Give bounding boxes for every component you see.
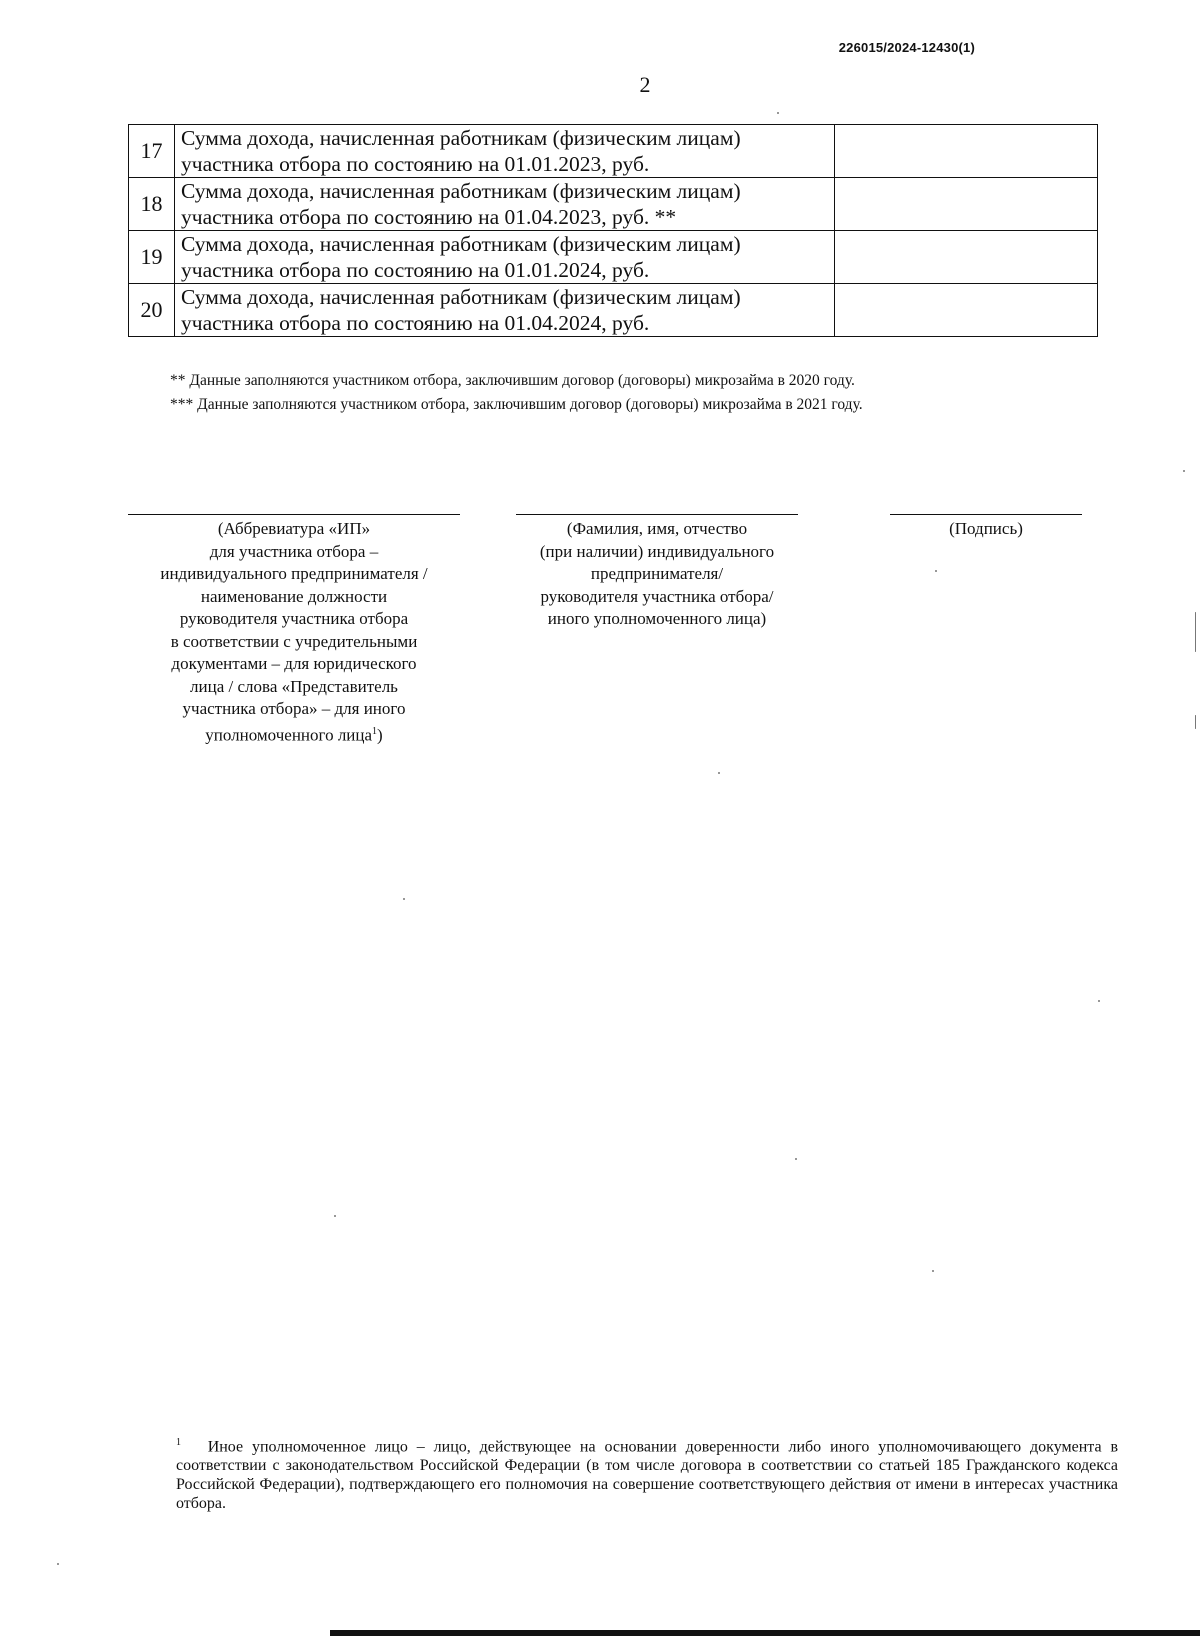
- row-value-cell: [835, 178, 1098, 231]
- position-signature-line: [128, 514, 460, 515]
- signature-line: [890, 514, 1082, 515]
- row-number: 19: [129, 231, 175, 284]
- row-value-cell: [835, 125, 1098, 178]
- scan-speck: [1195, 715, 1196, 729]
- scan-speck: [57, 1563, 59, 1565]
- row-description: Сумма дохода, начисленная работникам (физическим лицам) участника отбора по состоянию на 01.04.2023, руб. **: [175, 178, 835, 231]
- table-row: [129, 178, 1098, 231]
- name-caption: (Фамилия, имя, отчество (при наличии) индивидуального предпринимателя/ руководителя участника отбора/ иного уполномоченного лица): [539, 519, 775, 628]
- footnote-ref: 1: [372, 725, 378, 737]
- table-row: [129, 231, 1098, 284]
- table-notes: [170, 369, 1100, 417]
- scan-speck: [718, 772, 720, 774]
- row-description: Сумма дохода, начисленная работникам (физическим лицам) участника отбора по состоянию на 01.01.2024, руб.: [175, 231, 835, 284]
- scan-speck: [1195, 612, 1196, 652]
- income-table: [128, 124, 1098, 337]
- row-number: 17: [129, 125, 175, 178]
- row-value-cell: [835, 231, 1098, 284]
- row-description: Сумма дохода, начисленная работникам (физическим лицам) участника отбора по состоянию на 01.01.2023, руб.: [175, 125, 835, 178]
- scan-speck: [935, 570, 937, 572]
- note-2020: ** Данные заполняются участником отбора, заключившим договор (договоры) микрозайма в 2020 году.: [170, 372, 855, 389]
- position-caption: (Аббревиатура «ИП» для участника отбора – индивидуального предпринимателя / наименование должности руководителя участника отбора в соответствии с учредительными документами – для юридического лица / слова «Представитель участника отбора» – для иного уполномоченного лица$^1$): [160, 519, 428, 745]
- table-row: [129, 125, 1098, 178]
- scan-speck: [795, 1158, 797, 1160]
- document-id: 226015/2024-12430(1): [838, 40, 975, 55]
- row-number: 20: [129, 284, 175, 337]
- scan-speck: [1098, 1000, 1100, 1002]
- name-signature-line: [516, 514, 798, 515]
- row-number: 18: [129, 178, 175, 231]
- scan-speck: [932, 1270, 934, 1272]
- note-2021: *** Данные заполняются участником отбора, заключившим договор (договоры) микрозайма в 2021 году.: [170, 396, 863, 413]
- table-row: [129, 284, 1098, 337]
- row-description: Сумма дохода, начисленная работникам (физическим лицам) участника отбора по состоянию на 01.04.2024, руб.: [175, 284, 835, 337]
- page-number: 2: [639, 72, 651, 97]
- row-value-cell: [835, 284, 1098, 337]
- footnote-marker: 1: [176, 1437, 181, 1448]
- scan-edge-bar: [330, 1630, 1200, 1636]
- footnote: [176, 1433, 1118, 1513]
- scan-speck: [1183, 470, 1185, 472]
- footnote-text: Иное уполномоченное лицо – лицо, действующее на основании доверенности либо иного уполномочивающего документа в соответствии с законодательством Российской Федерации (в том числе договора в соответствии со статьей 185 Гражданского кодекса Российской Федерации), подтверждающего его полномочия на совершение соответствующего действия от имени в интересах участника отбора.: [176, 1438, 1119, 1513]
- scan-speck: [403, 898, 405, 900]
- signature-caption: (Подпись): [949, 519, 1023, 538]
- scan-speck: [777, 112, 779, 114]
- scan-speck: [334, 1215, 336, 1217]
